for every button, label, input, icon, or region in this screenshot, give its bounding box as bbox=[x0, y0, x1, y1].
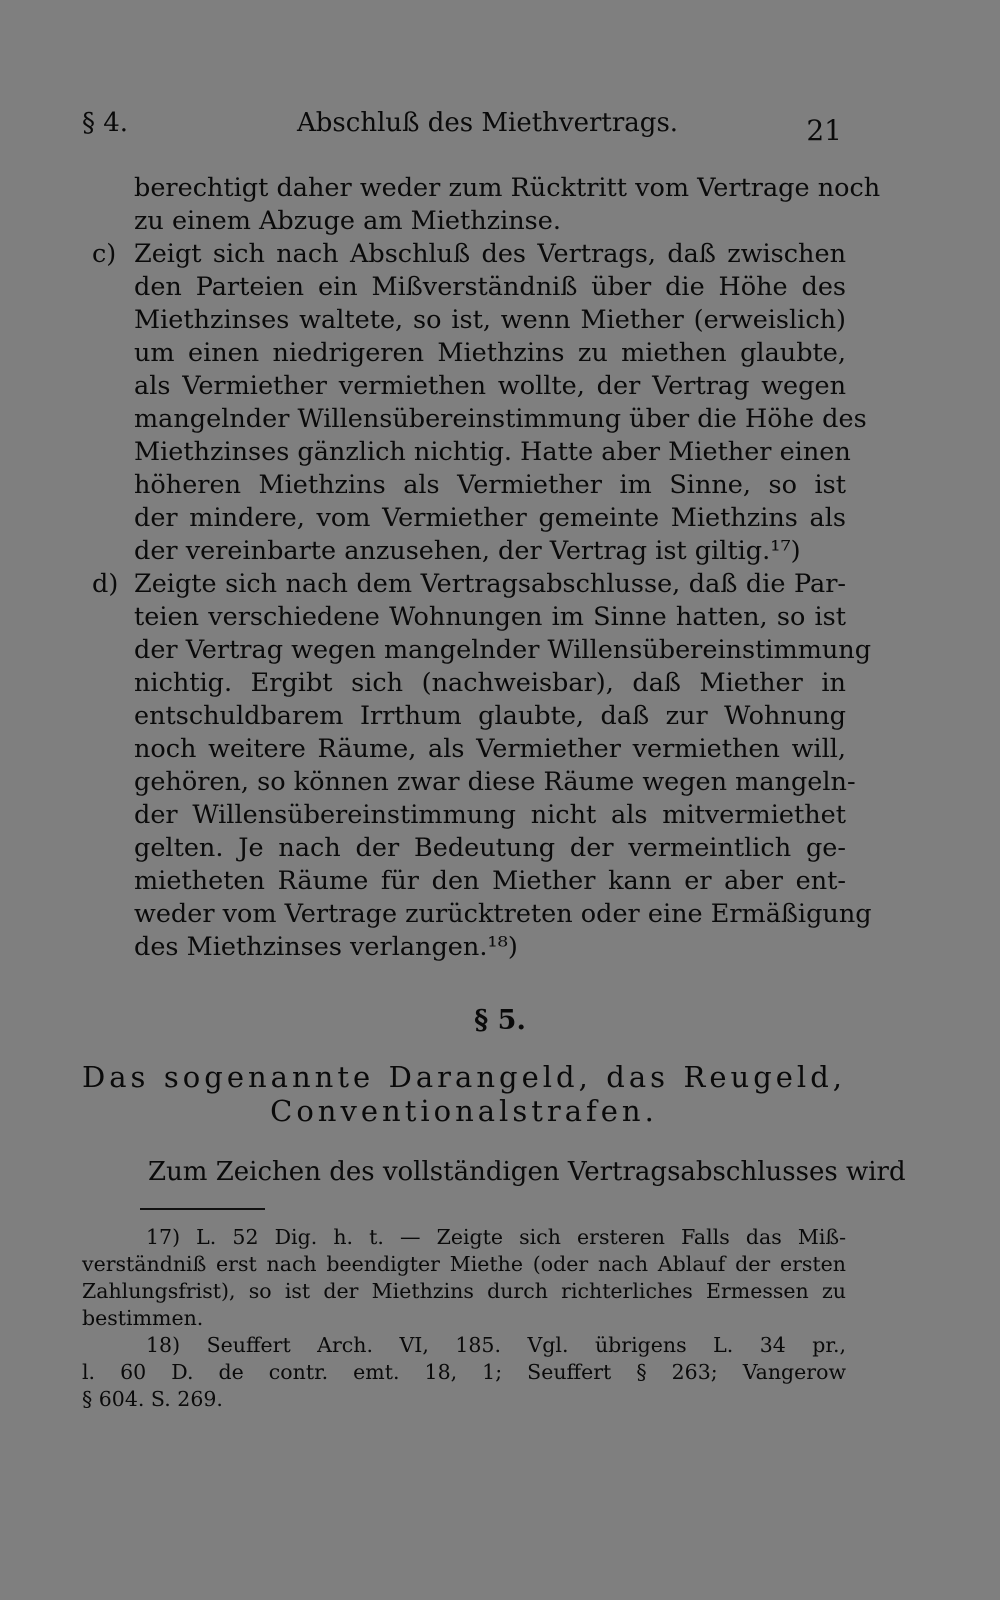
body-line bbox=[82, 304, 846, 337]
body-line bbox=[82, 667, 846, 700]
body-line-text: den Parteien ein Mißverständniß über die Höhe des bbox=[134, 272, 846, 302]
body-line-text: der mindere, vom Vermiether gemeinte Miethzins als bbox=[134, 503, 846, 533]
body-line bbox=[82, 370, 846, 403]
body-line bbox=[82, 733, 846, 766]
body-line bbox=[82, 436, 851, 469]
body-line bbox=[82, 337, 846, 370]
body-line bbox=[82, 403, 867, 436]
body-line bbox=[82, 502, 846, 535]
section-number: § 5. bbox=[474, 1005, 526, 1036]
body-line bbox=[82, 205, 846, 238]
body-line bbox=[82, 601, 846, 634]
body-line bbox=[82, 172, 881, 205]
body-line-text: der vereinbarte anzusehen, der Vertrag ist giltig.¹⁷) bbox=[134, 536, 801, 566]
footnote-line: 18) Seuffert Arch. VI, 185. Vgl. übrigens L. 34 pr., bbox=[146, 1333, 846, 1357]
body-line-text: mangelnder Willensübereinstimmung über die Höhe des bbox=[134, 404, 867, 434]
body-line bbox=[82, 832, 846, 865]
body-line bbox=[82, 799, 846, 832]
body-line-text: Miethzinses waltete, so ist, wenn Miether (erweislich) bbox=[134, 305, 846, 335]
body-line-text: entschuldbarem Irrthum glaubte, daß zur Wohnung bbox=[134, 701, 846, 731]
running-header bbox=[82, 108, 842, 148]
body-line bbox=[82, 469, 846, 502]
footnote-line: bestimmen. bbox=[82, 1306, 204, 1330]
list-marker: c) bbox=[92, 239, 117, 269]
header-section-number: § 4. bbox=[82, 108, 129, 138]
body-line-text: Miethzinses gänzlich nichtig. Hatte aber Miether einen bbox=[134, 437, 851, 467]
body-text bbox=[82, 172, 881, 964]
body-line-text: Zeigt sich nach Abschluß des Vertrags, daß zwischen bbox=[134, 239, 846, 269]
footnote-line: § 604. S. 269. bbox=[82, 1387, 223, 1411]
body-line bbox=[82, 931, 846, 964]
section-intro-line: Zum Zeichen des vollständigen Vertragsabschlusses wird bbox=[148, 1157, 906, 1187]
body-line-text: als Vermiether vermiethen wollte, der Vertrag wegen bbox=[134, 371, 846, 401]
footnote-line: Zahlungsfrist), so ist der Miethzins durch richterliches Ermessen zu bbox=[82, 1279, 846, 1303]
body-line-text: teien verschiedene Wohnungen im Sinne hatten, so ist bbox=[134, 602, 846, 632]
body-line-text: gehören, so können zwar diese Räume wegen mangeln- bbox=[134, 767, 856, 797]
list-marker: d) bbox=[92, 569, 119, 599]
body-line bbox=[82, 271, 846, 304]
body-line-text: der Willensübereinstimmung nicht als mitvermiethet bbox=[134, 800, 846, 830]
body-line-text: zu einem Abzuge am Miethzinse. bbox=[134, 206, 561, 236]
footnote-line: 17) L. 52 Dig. h. t. — Zeigte sich ersteren Falls das Miß- bbox=[146, 1225, 846, 1249]
body-line bbox=[82, 568, 846, 601]
body-line-text: mietheten Räume für den Miether kann er aber ent- bbox=[134, 866, 846, 896]
footnotes bbox=[82, 1224, 846, 1413]
footnote-line: l. 60 D. de contr. emt. 18, 1; Seuffert § 263; Vangerow bbox=[82, 1360, 846, 1384]
body-line bbox=[82, 700, 846, 733]
body-line-text: weder vom Vertrage zurücktreten oder eine Ermäßigung bbox=[134, 899, 872, 929]
page-number: 21 bbox=[806, 114, 842, 147]
body-line-text: berechtigt daher weder zum Rücktritt vom Vertrage noch bbox=[134, 173, 881, 203]
footnote-line: verständniß erst nach beendigter Miethe (oder nach Ablauf der ersten bbox=[82, 1252, 846, 1276]
body-line bbox=[82, 238, 846, 271]
body-line-text: noch weitere Räume, als Vermiether vermiethen will, bbox=[134, 734, 846, 764]
section-title-line-2: Conventionalstrafen. bbox=[270, 1094, 658, 1128]
body-line-text: um einen niedrigeren Miethzins zu miethen glaubte, bbox=[134, 338, 846, 368]
body-line-text: höheren Miethzins als Vermiether im Sinne, so ist bbox=[134, 470, 846, 500]
header-title: Abschluß des Miethvertrags. bbox=[297, 108, 679, 138]
body-line bbox=[82, 766, 856, 799]
body-line bbox=[82, 634, 872, 667]
section-title-line-1: Das sogenannte Darangeld, das Reugeld, bbox=[82, 1060, 846, 1094]
body-line-text: der Vertrag wegen mangelnder Willensübereinstimmung bbox=[134, 635, 872, 665]
body-line bbox=[82, 898, 872, 931]
body-line bbox=[82, 535, 846, 568]
body-line bbox=[82, 865, 846, 898]
body-line-text: nichtig. Ergibt sich (nachweisbar), daß Miether in bbox=[134, 668, 846, 698]
body-line-text: gelten. Je nach der Bedeutung der vermeintlich ge- bbox=[134, 833, 846, 863]
footnote-rule bbox=[140, 1208, 265, 1210]
body-line-text: Zeigte sich nach dem Vertragsabschlusse, daß die Par- bbox=[134, 569, 846, 599]
body-line-text: des Miethzinses verlangen.¹⁸) bbox=[134, 932, 518, 962]
